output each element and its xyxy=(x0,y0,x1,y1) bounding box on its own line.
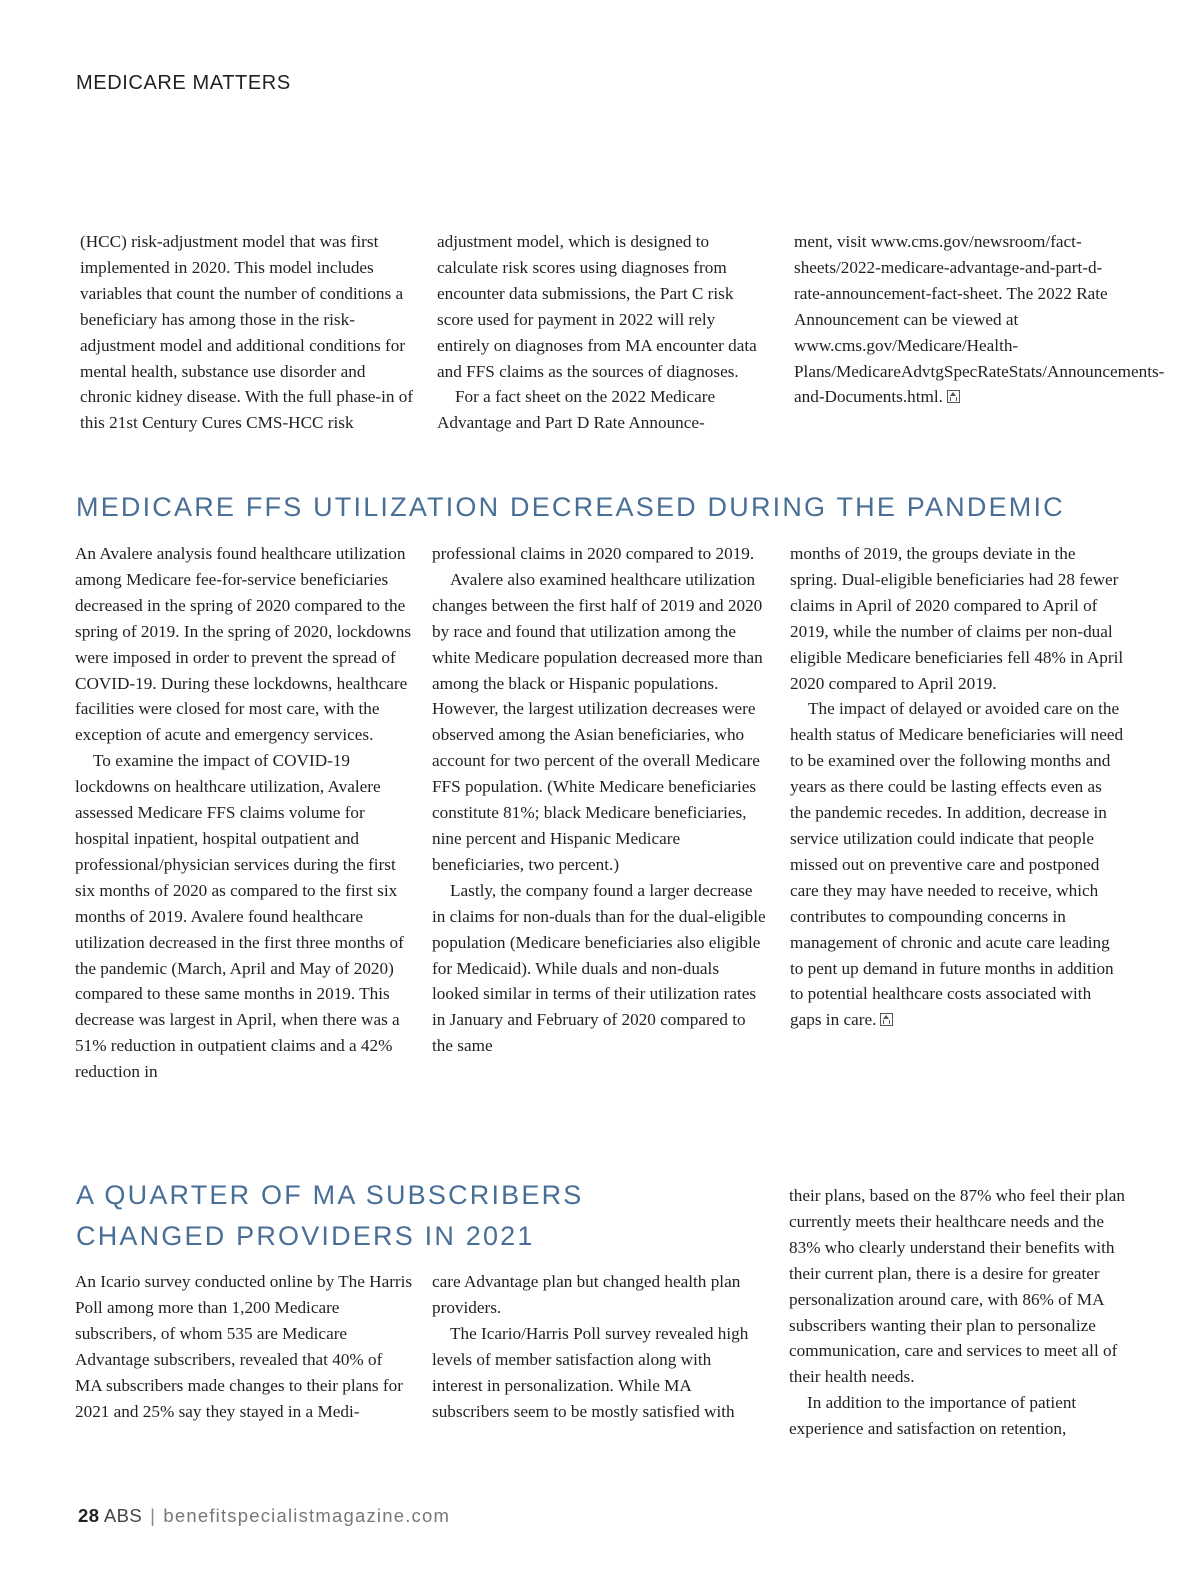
article-1-column-2 xyxy=(432,541,768,1059)
paragraph: Avalere also examined healthcare utilization changes between the first half of 2019 and 2020 by race and found that utilization among the white Medicare population decreased more than among the black or Hispanic populations. However, the largest utilization decreases were observed among the Asian beneficiaries, who account for two percent of the overall Medicare FFS population. (White Medicare beneficiaries constitute 81%; black Medicare beneficiaries, nine percent and Hispanic Medicare beneficiaries, two percent.) xyxy=(432,569,763,874)
paragraph: In addition to the importance of patient experience and satisfaction on retention, xyxy=(789,1393,1077,1439)
page-footer xyxy=(78,1505,450,1527)
paragraph: For a fact sheet on the 2022 Medicare Advantage and Part D Rate Announce- xyxy=(437,387,716,433)
paragraph xyxy=(794,229,1165,410)
website-link[interactable]: benefitspecialistmagazine.com xyxy=(163,1505,451,1526)
paragraph: (HCC) risk-adjustment model that was first implemented in 2020. This model includes variables that count the number of conditions a beneficiary has among those in the risk-adjustment model and additional conditions for mental health, substance use disorder and chronic kidney disease. With the full phase-in of this 21st Century Cures CMS-HCC risk xyxy=(80,232,414,433)
running-head: MEDICARE MATTERS xyxy=(76,72,291,94)
publication-name: ABS xyxy=(103,1505,143,1526)
article-2-headline-line-2: CHANGED PROVIDERS IN 2021 xyxy=(76,1221,535,1251)
top-column-2 xyxy=(437,229,767,436)
paragraph-text: ment, visit www.cms.gov/newsroom/fact-sheets/2022-medicare-advantage-and-part-d-rate-announcement-fact-sheet. The 2022 Rate Announcement can be viewed at www.cms.gov/Medicare/Health-Plans/MedicareAdvtgSpecRateStats/Announcements-and-Documents.html. xyxy=(794,232,1165,407)
article-2-column-2 xyxy=(432,1269,762,1424)
article-1-column-3 xyxy=(790,541,1124,1033)
end-mark-icon xyxy=(880,1013,893,1026)
paragraph: Lastly, the company found a larger decrease in claims for non-duals than for the dual-eligible population (Medicare beneficiaries also eligible for Medicaid). While duals and non-duals looked similar in terms of their utilization rates in January and February of 2020 compared to the same xyxy=(432,880,766,1056)
article-1-headline: MEDICARE FFS UTILIZATION DECREASED DURING THE PANDEMIC xyxy=(76,492,1065,522)
article-2-column-3 xyxy=(789,1183,1125,1442)
paragraph: care Advantage plan but changed health plan providers. xyxy=(432,1272,741,1317)
paragraph: their plans, based on the 87% who feel their plan currently meets their healthcare needs and the 83% who clearly understand their benefits with their current plan, there is a desire for greater personalization around care, with 86% of MA subscribers wanting their plan to personalize communication, care and services to meet all of their health needs. xyxy=(789,1186,1126,1387)
page-number: 28 xyxy=(78,1505,100,1526)
paragraph: An Icario survey conducted online by The Harris Poll among more than 1,200 Medicare subscribers, of whom 535 are Medicare Advantage subscribers, revealed that 40% of MA subscribers made changes to their plans for 2021 and 25% say they stayed in a Medi- xyxy=(75,1272,413,1421)
paragraph: adjustment model, which is designed to calculate risk scores using diagnoses from encounter data submissions, the Part C risk score used for payment in 2022 will rely entirely on diagnoses from MA encounter data and FFS claims as the sources of diagnoses. xyxy=(437,232,757,381)
article-1-column-1 xyxy=(75,541,415,1085)
paragraph: An Avalere analysis found healthcare utilization among Medicare fee-for-service beneficiaries decreased in the spring of 2020 compared to the spring of 2019. In the spring of 2020, lockdowns were imposed in order to prevent the spread of COVID-19. During these lockdowns, healthcare facilities were closed for most care, with the exception of acute and emergency services. xyxy=(75,544,412,745)
top-column-3 xyxy=(794,229,1165,410)
end-mark-icon xyxy=(947,390,960,403)
top-column-1 xyxy=(80,229,416,436)
paragraph: The Icario/Harris Poll survey revealed high levels of member satisfaction along with interest in personalization. While MA subscribers seem to be mostly satisfied with xyxy=(432,1323,749,1421)
paragraph-text: The impact of delayed or avoided care on the health status of Medicare beneficiaries will need to be examined over the following months and years as there could be lasting effects even as the pandemic recedes. In addition, decrease in service utilization could indicate that people missed out on preventive care and postponed care they may have needed to receive, which contributes to compounding concerns in management of chronic and acute care leading to pent up demand in future months in addition to potential healthcare costs associated with gaps in care. xyxy=(790,699,1124,1030)
article-2-headline-line-1: A QUARTER OF MA SUBSCRIBERS xyxy=(76,1180,584,1210)
paragraph: To examine the impact of COVID-19 lockdowns on healthcare utilization, Avalere assessed Medicare FFS claims volume for hospital inpatient, hospital outpatient and professional/physician services during the first six months of 2020 as compared to the first six months of 2019. Avalere found healthcare utilization decreased in the first three months of the pandemic (March, April and May of 2020) compared to these same months in 2019. This decrease was largest in April, when there was a 51% reduction in outpatient claims and a 42% reduction in xyxy=(75,751,404,1082)
footer-separator: | xyxy=(150,1505,156,1526)
paragraph: professional claims in 2020 compared to 2019. xyxy=(432,544,755,563)
article-2-column-1 xyxy=(75,1269,413,1424)
paragraph xyxy=(790,696,1124,1033)
paragraph: months of 2019, the groups deviate in the spring. Dual-eligible beneficiaries had 28 fewer claims in April of 2020 compared to April of 2019, while the number of claims per non-dual eligible Medicare beneficiaries fell 48% in April 2020 compared to April 2019. xyxy=(790,544,1124,693)
